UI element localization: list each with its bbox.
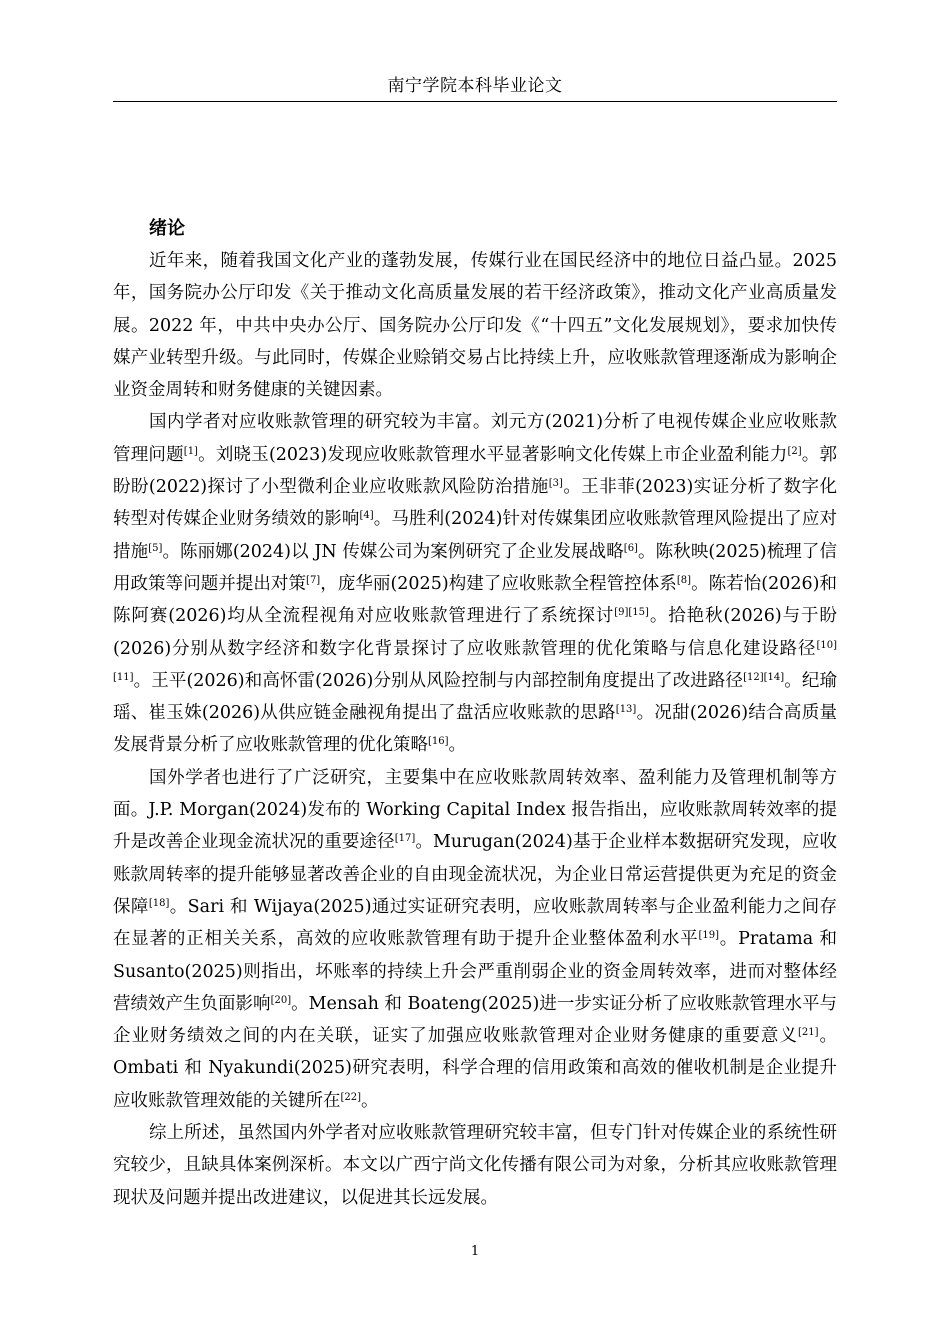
paragraph-domestic-research <box>113 406 837 761</box>
paragraph-foreign-research <box>113 762 837 1117</box>
paragraph-text: 。Ombati 和 Nyakundi(2025)研究表明，科学合理的信用政策和高效的催收机制是企业提升应收账款管理效能的关键所在 <box>113 1026 838 1111</box>
citation-marker: [16] <box>428 736 449 748</box>
paragraph-text: 。陈丽娜(2024)以 JN 传媒公司为案例研究了企业发展战略 <box>162 541 624 562</box>
citation-marker: [17] <box>394 833 416 845</box>
paragraph-text: 近年来，随着我国文化产业的蓬勃发展，传媒行业在国民经济中的地位日益凸显。2025 年，国务院办公厅印发《关于推动文化高质量发展的若干经济政策》，推动文化产业高质量发展。2022 年，中共中央办公厅、国务院办公厅印发《“十四五”文化发展规划》，要求加快传媒产业转型升级。与此同时，传媒企业赊销交易占比持续上升，应收账款管理逐渐成为影响企业资金周转和财务健康的关键因素。 <box>113 251 837 401</box>
citation-marker: [22] <box>340 1091 362 1103</box>
page-header-title: 南宁学院本科毕业论文 <box>387 76 563 96</box>
citation-marker: [12][14] <box>743 671 785 683</box>
citation-marker: [2] <box>787 445 802 457</box>
paragraph-text: 国内学者对应收账款管理的研究较为丰富。刘元方(2021)分析了电视传媒企业应收账款管理问题 <box>113 412 837 465</box>
citation-marker: [19] <box>698 930 719 942</box>
paragraph-intro <box>113 245 837 406</box>
paragraph-text: 。郭盼盼(2022)探讨了小型微利企业应收账款风险防治措施 <box>113 444 838 498</box>
citation-marker: [6] <box>623 542 638 554</box>
citation-marker: [18] <box>148 897 170 909</box>
document-body <box>113 213 837 1214</box>
citation-marker: [9][15] <box>614 607 649 619</box>
paragraph-text: 。纪瑜瑶、崔玉姝(2026)从供应链金融视角提出了盘活应收账款的思路 <box>113 670 837 724</box>
citation-marker: [13] <box>615 704 637 716</box>
paragraph-text: 。Murugan(2024)基于企业样本数据研究发现，应收账款周转率的提升能够显著改善企业的自由现金流状况，为企业日常运营提供更为充足的资金保障 <box>113 832 837 917</box>
citation-marker: [20] <box>270 994 292 1006</box>
citation-marker: [5] <box>148 542 163 554</box>
paragraph-text: 。 <box>361 1090 379 1111</box>
paragraph-text: 。Mensah 和 Boateng(2025)进一步实证分析了应收账款管理水平与企业财务绩效之间的内在关联，证实了加强应收账款管理对企业财务健康的重要意义 <box>113 993 838 1047</box>
citation-marker: [4] <box>359 510 374 522</box>
paragraph-text: 。王平(2026)和高怀雷(2026)分别从风险控制与内部控制角度提出了改进路径 <box>133 670 744 691</box>
citation-marker: [3] <box>548 478 563 490</box>
paragraph-text: 。马胜利(2024)针对传媒集团应收账款管理风险提出了应对措施 <box>113 509 837 562</box>
paragraph-text: 。况甜(2026)结合高质量发展背景分析了应收账款管理的优化策略 <box>113 703 837 756</box>
paragraph-text: 。刘晓玉(2023)发现应收账款管理水平显著影响文化传媒上市企业盈利能力 <box>197 444 788 465</box>
page-number: 1 <box>470 1244 480 1259</box>
paragraph-text: 。Sari 和 Wijaya(2025)通过实证研究表明，应收账款周转率与企业盈利能力之间存在显著的正相关关系，高效的应收账款管理有助于提升企业整体盈利水平 <box>113 896 838 950</box>
paragraph-text: 。王非菲(2023)实证分析了数字化转型对传媒企业财务绩效的影响 <box>113 477 837 530</box>
paragraph-text: 。拾艳秋(2026)与于盼(2026)分别从数字经济和数字化背景探讨了应收账款管理的优化策略与信息化建设路径 <box>113 606 837 659</box>
paragraph-text: 。 <box>448 735 467 756</box>
paragraph-text: 。Pratama 和 Susanto(2025)则指出，坏账率的持续上升会严重削弱企业的资金周转效率，进而对整体经营绩效产生负面影响 <box>113 929 837 1014</box>
section-heading: 绪论 <box>149 218 185 239</box>
citation-marker: [7] <box>306 574 321 586</box>
citation-marker: [1] <box>183 445 198 457</box>
paragraph-text: 。陈秋映(2025)梳理了信用政策等问题并提出对策 <box>113 541 837 594</box>
citation-marker: [8] <box>676 574 692 586</box>
paragraph-text: 国外学者也进行了广泛研究，主要集中在应收账款周转效率、盈利能力及管理机制等方面。J.P. Morgan(2024)发布的 Working Capital Index 报告指出，应收账款周转效率的提升是改善企业现金流状况的重要途径 <box>113 767 837 853</box>
citation-marker: [10][11] <box>113 639 837 683</box>
paragraph-summary <box>113 1117 837 1214</box>
paragraph-text: 。陈若怡(2026)和陈阿赛(2026)均从全流程视角对应收账款管理进行了系统探讨 <box>113 573 837 627</box>
header-divider <box>113 101 837 102</box>
citation-marker: [21] <box>797 1027 819 1039</box>
paragraph-text: 综上所述，虽然国内外学者对应收账款管理研究较丰富，但专门针对传媒企业的系统性研究较少，且缺具体案例深析。本文以广西宁尚文化传播有限公司为对象，分析其应收账款管理现状及问题并提出改进建议，以促进其长远发展。 <box>113 1123 837 1208</box>
paragraph-text: ，庞华丽(2025)构建了应收账款全程管控体系 <box>320 573 677 594</box>
